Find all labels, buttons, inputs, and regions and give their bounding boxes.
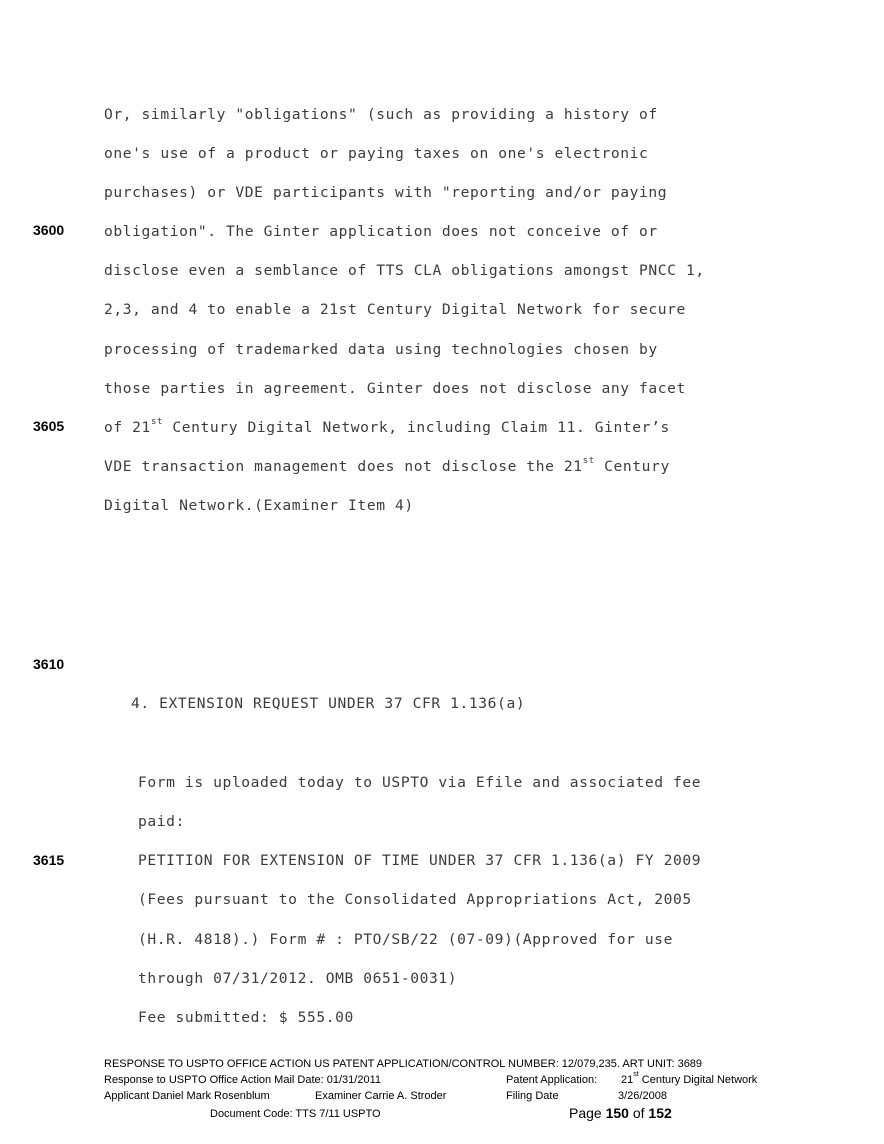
- text-segment: Century: [594, 458, 670, 475]
- superscript: st: [150, 417, 163, 428]
- body-line: Or, similarly "obligations" (such as providing a history of: [104, 106, 658, 123]
- superscript: st: [582, 456, 595, 467]
- body-line: those parties in agreement. Ginter does not disclose any facet: [104, 380, 686, 397]
- text-segment: VDE transaction management does not disclose the 21: [104, 458, 583, 475]
- text-segment: Century Digital Network, including Claim 11. Ginter’s: [162, 419, 670, 436]
- page-total: 152: [648, 1105, 672, 1121]
- text-segment: of 21: [104, 419, 151, 436]
- body-line: PETITION FOR EXTENSION OF TIME UNDER 37 CFR 1.136(a) FY 2009: [138, 852, 702, 869]
- body-line: obligation". The Ginter application does not conceive of or: [104, 223, 658, 240]
- footer-line-1: RESPONSE TO USPTO OFFICE ACTION US PATENT APPLICATION/CONTROL NUMBER: 12/079,235. ART UNIT: 3689: [104, 1058, 703, 1070]
- footer-patent-label: Patent Application:: [506, 1074, 598, 1086]
- body-line: purchases) or VDE participants with "reporting and/or paying: [104, 184, 668, 201]
- body-line: one's use of a product or paying taxes on one's electronic: [104, 145, 649, 162]
- section-heading: 4. EXTENSION REQUEST UNDER 37 CFR 1.136(a): [131, 695, 526, 712]
- line-number: 3605: [33, 418, 65, 434]
- footer-document-code: Document Code: TTS 7/11 USPTO: [210, 1108, 381, 1120]
- text-segment: Century Digital Network: [638, 1074, 758, 1086]
- page-number: 150: [605, 1105, 629, 1121]
- footer-patent-title: [621, 1071, 758, 1086]
- footer-mail-date: Response to USPTO Office Action Mail Date: 01/31/2011: [104, 1074, 381, 1086]
- line-number: 3600: [33, 222, 65, 238]
- body-line: disclose even a semblance of TTS CLA obligations amongst PNCC 1,: [104, 262, 705, 279]
- body-line: (H.R. 4818).) Form # : PTO/SB/22 (07-09)(Approved for use: [138, 931, 674, 948]
- body-line: Form is uploaded today to USPTO via Efile and associated fee: [138, 774, 702, 791]
- body-line: (Fees pursuant to the Consolidated Appropriations Act, 2005: [138, 891, 692, 908]
- superscript: st: [633, 1071, 639, 1079]
- page-indicator: [569, 1105, 672, 1121]
- page-label: Page: [569, 1105, 602, 1121]
- text-segment: 21: [621, 1074, 634, 1086]
- body-line: paid:: [138, 813, 185, 830]
- body-line: 2,3, and 4 to enable a 21st Century Digital Network for secure: [104, 301, 686, 318]
- page-of: of: [632, 1105, 645, 1121]
- footer-applicant: Applicant Daniel Mark Rosenblum: [104, 1090, 270, 1102]
- footer-filing-label: Filing Date: [506, 1090, 559, 1102]
- body-line: [104, 458, 670, 475]
- line-number: 3610: [33, 656, 65, 672]
- body-line: Fee submitted: $ 555.00: [138, 1009, 354, 1026]
- body-line: [104, 419, 670, 436]
- footer-filing-date: 3/26/2008: [618, 1090, 667, 1102]
- footer-examiner: Examiner Carrie A. Stroder: [315, 1090, 447, 1102]
- body-line: Digital Network.(Examiner Item 4): [104, 497, 414, 514]
- line-number: 3615: [33, 852, 65, 868]
- body-line: through 07/31/2012. OMB 0651-0031): [138, 970, 458, 987]
- body-line: processing of trademarked data using technologies chosen by: [104, 341, 658, 358]
